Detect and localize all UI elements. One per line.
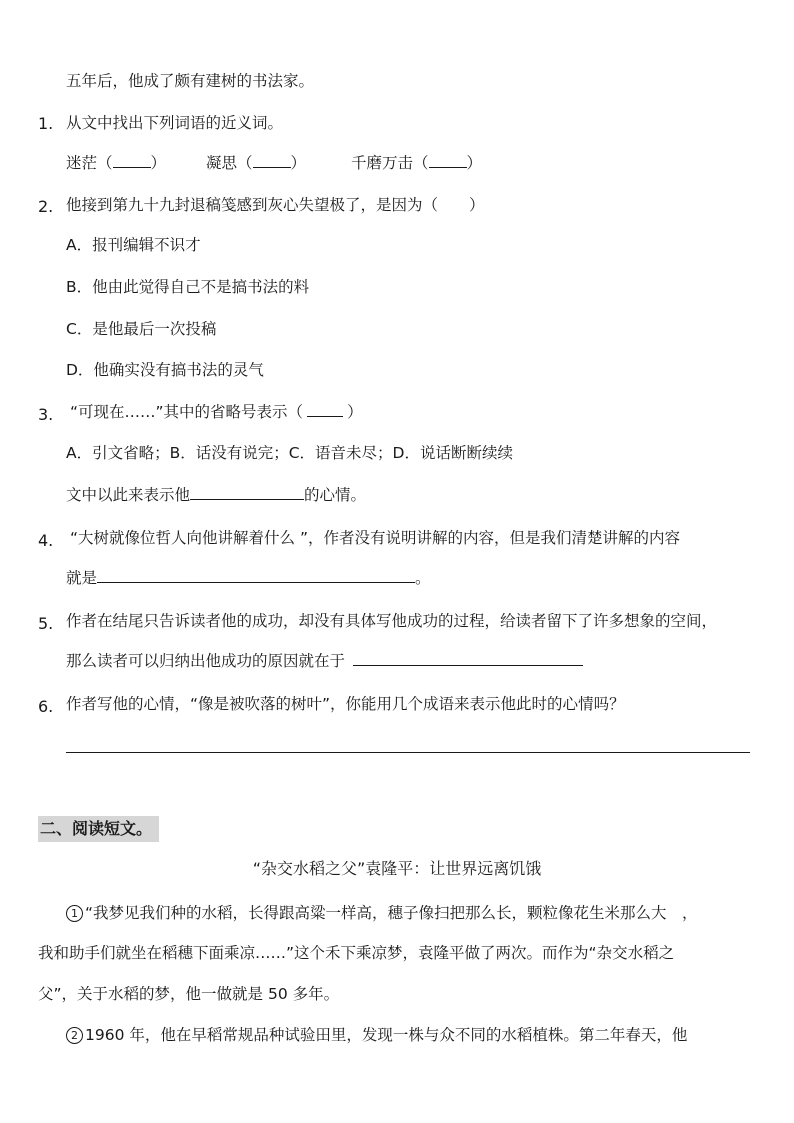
question-6-number: 6. xyxy=(38,697,54,716)
answer-blank[interactable] xyxy=(190,485,304,500)
answer-blank[interactable] xyxy=(307,402,343,417)
item-word: 千磨万击（ xyxy=(351,154,429,172)
question-5-number: 5. xyxy=(38,614,54,633)
passage-title: “杂交水稻之父”袁隆平：让世界远离饥饿 xyxy=(252,859,542,878)
question-3-number: 3. xyxy=(38,405,54,424)
paragraph-text: “我梦见我们种的水稻，长得跟高粱一样高，穗子像扫把那么长，颗粒像花生米那么大 ， xyxy=(85,904,698,922)
paragraph-text: 1960 年，他在早稻常规品种试验田里，发现一株与众不同的水稻植株。第二年春天，他 xyxy=(85,1026,688,1044)
question-5-text: 作者在结尾只告诉读者他的成功，却没有具体写他成功的过程，给读者留下了许多想象的空间， xyxy=(66,612,718,630)
paragraph-2-marker: 2 xyxy=(66,1027,83,1044)
question-2-option-c: C．是他最后一次投稿 xyxy=(66,320,217,338)
answer-blank[interactable] xyxy=(253,153,291,168)
question-2-number: 2. xyxy=(38,197,54,216)
question-4-text: “大树就像位哲人向他讲解着什么 ”，作者没有说明讲解的内容，但是我们清楚讲解的内容 xyxy=(70,529,680,547)
item-close: ） xyxy=(290,154,307,172)
item-word: 迷茫（ xyxy=(66,154,113,172)
section-2-label: 二、阅读短文。 xyxy=(38,816,159,842)
question-2-option-a: A．报刊编辑不识才 xyxy=(66,236,201,254)
line-2-text: 那么读者可以归纳出他成功的原因就在于 xyxy=(66,652,346,670)
question-1-text: 从文中找出下列词语的近义词。 xyxy=(66,114,284,132)
question-3-suffix: ） xyxy=(347,403,363,421)
question-2-option-d: D．他确实没有搞书法的灵气 xyxy=(66,361,264,379)
item-close: ） xyxy=(150,154,167,172)
question-1-item-3 xyxy=(351,152,482,174)
paragraph-1-line-1 xyxy=(66,902,698,924)
line-2-suffix: 。 xyxy=(415,569,431,587)
paragraph-1-marker: 1 xyxy=(66,905,83,922)
intro-line: 五年后，他成了颇有建树的书法家。 xyxy=(66,72,315,90)
answer-blank[interactable] xyxy=(353,651,583,666)
paragraph-1-line-2: 我和助手们就坐在稻穗下面乘凉……”这个禾下乘凉梦，袁隆平做了两次。而作为“杂交水稻之 xyxy=(38,944,675,962)
answer-blank[interactable] xyxy=(429,153,467,168)
answer-blank[interactable] xyxy=(113,153,151,168)
question-2-option-b: B．他由此觉得自己不是搞书法的料 xyxy=(66,278,310,296)
question-3-prefix: “可现在……”其中的省略号表示（ xyxy=(70,403,304,421)
item-close: ） xyxy=(466,154,483,172)
question-2-text: 他接到第九十九封退稿笺感到灰心失望极了，是因为（ ） xyxy=(66,196,485,214)
question-1-number: 1. xyxy=(38,114,54,133)
question-3-options: A．引文省略；B．话没有说完；C．语音未尽；D．说话断断续续 xyxy=(66,444,513,462)
line-2-suffix: 的心情。 xyxy=(304,486,367,504)
question-4-line-2 xyxy=(66,567,431,589)
answer-line[interactable] xyxy=(66,752,750,753)
paragraph-2-line-1 xyxy=(66,1024,687,1046)
paragraph-1-line-3: 父”，关于水稻的梦，他一做就是 50 多年。 xyxy=(38,985,340,1003)
question-3-text xyxy=(70,401,363,423)
item-word: 凝思（ xyxy=(206,154,253,172)
question-4-number: 4. xyxy=(38,531,54,550)
line-2-prefix: 就是 xyxy=(66,569,98,587)
question-3-line-2 xyxy=(66,484,366,506)
question-6-text: 作者写他的心情，“像是被吹落的树叶”，你能用几个成语来表示他此时的心情吗？ xyxy=(66,695,625,713)
question-1-item-1 xyxy=(66,152,166,174)
line-2-prefix: 文中以此来表示他 xyxy=(66,486,191,504)
question-1-item-2 xyxy=(206,152,306,174)
question-5-line-2 xyxy=(66,650,583,672)
answer-blank[interactable] xyxy=(97,568,415,583)
